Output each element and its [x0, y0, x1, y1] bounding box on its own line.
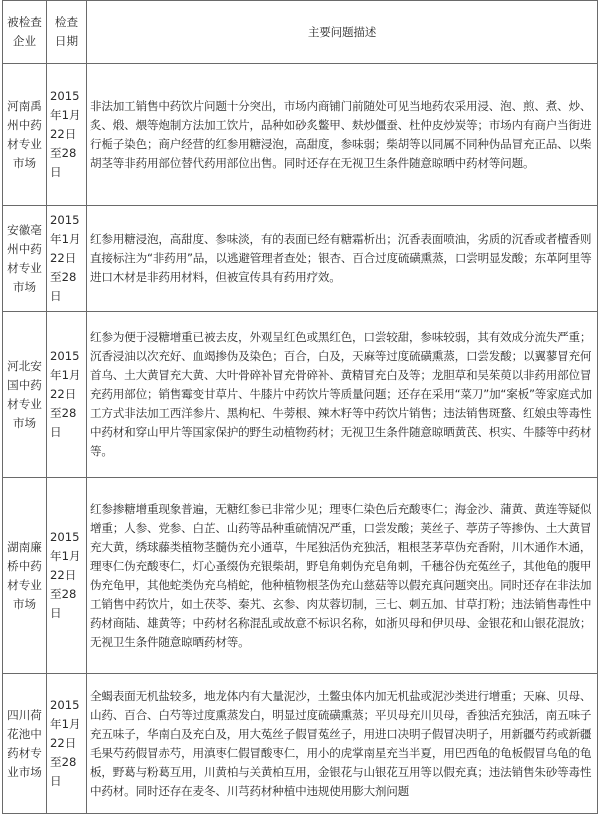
header-description: 主要问题描述	[87, 1, 598, 64]
description-text: 红参为便于浸糖增重已被去皮，外观呈红色或黑红色，口尝较甜，参味较弱，其有效成分流失严重；沉香浸油以次充好、血竭掺伪及染色；百合，白及，天麻等过度硫磺熏蒸，口尝发酸；以翼蓼冒充何首乌、土大黄冒充大黄、大叶骨碎补冒充骨碎补、黄精冒充白及等；龙胆草和吴茱萸以非药用部位冒充药用部位；销售霉变甘草片、牛膝片中药饮片等质量问题；还存在采用“菜刀”加“案板”等家庭式加工方式非法加工西洋参片、黑枸杞、牛蒡根、辣木籽等中药饮片销售；违法销售斑蝥、红娘虫等毒性中药材和穿山甲片等国家保护的野生动植物药材；无视卫生条件随意晾晒黄芪、枳实、牛膝等中药材等。	[90, 330, 592, 458]
enterprise-cell: 安徽亳州中药材专业市场	[3, 206, 47, 312]
date-cell: 2015年1月22日至28日	[47, 312, 87, 478]
description-text: 全蝎表面无机盐较多，地龙体内有大量泥沙，土鳖虫体内加无机盐或泥沙类进行增重；天麻、贝母、山药、百合、白芍等过度熏蒸发白，明显过度硫磺熏蒸；平贝母充川贝母，香独活充独活，南五味子充五味子，华南白及充白及，用大菟丝子假冒菟丝子，用进口决明子假冒决明子，用新疆芍药或新疆毛果芍药假冒赤芍，用滇枣仁假冒酸枣仁，用小的虎掌南星充当半夏，用巴西龟的龟板假冒乌龟的龟板，野葛与粉葛互用，川黄柏与关黄柏互用，金银花与山银花互用等以假充真；违法销售朱砂等毒性中药材。同时还存在麦冬、川芎药材种植中违规使用膨大剂问题	[90, 688, 592, 798]
table-row	[3, 478, 598, 674]
table-row	[3, 674, 598, 814]
description-cell	[87, 674, 598, 814]
inspection-table	[2, 0, 598, 814]
description-cell	[87, 478, 598, 674]
enterprise-cell: 河北安国中药材专业市场	[3, 312, 47, 478]
table-row	[3, 64, 598, 206]
date-cell: 2015年1月22日至28日	[47, 64, 87, 206]
date-cell: 2015年1月22日至28日	[47, 674, 87, 814]
header-enterprise: 被检查企业	[3, 1, 47, 64]
enterprise-cell: 湖南廉桥中药材专业市场	[3, 478, 47, 674]
description-cell	[87, 206, 598, 312]
table-row	[3, 312, 598, 478]
table-row	[3, 206, 598, 312]
enterprise-cell: 四川荷花池中药材专业市场	[3, 674, 47, 814]
header-row	[3, 1, 598, 64]
header-date: 检查日期	[47, 1, 87, 64]
date-cell: 2015年1月22日至28日	[47, 206, 87, 312]
date-cell: 2015年1月22日至28日	[47, 478, 87, 674]
description-cell	[87, 64, 598, 206]
description-text: 红参掺糖增重现象普遍，无糖红参已非常少见；理枣仁染色后充酸枣仁；海金沙、蒲黄、黄连等疑似增重；人参、党参、白芷、山药等品种重硫情况严重，口尝发酸；荚丝子、葶苈子等掺伪、土大黄冒充大黄，绣球藤类植物茎髓伪充小通草，牛尾独活伪充独活，粗根茎茅草伪充香附，川木通作木通，理枣仁伪充酸枣仁，灯心蚤缀伪充银柴胡，野皂角刺伪充皂角刺，千穗谷伪充菟丝子，其他龟的腹甲伪充龟甲，其他蛇类伪充乌梢蛇，他种植物根茎伪充山慈菇等以假充真问题突出。同时还存在非法加工销售中药饮片，如土茯苓、秦艽、玄参、肉苁蓉切制，三七、刺五加、甘草打粉；违法销售毒性中药材商陆、雄黄等；中药材名称混乱或故意不标识名称，如浙贝母和伊贝母、金银花和山银花混放；无视卫生条件随意晾晒药材等。	[90, 501, 592, 649]
enterprise-cell: 河南禹州中药材专业市场	[3, 64, 47, 206]
description-cell	[87, 312, 598, 478]
description-text: 非法加工销售中药饮片问题十分突出，市场内商铺门前随处可见当地药农采用浸、泡、煎、煮、炒、炙、煅、煨等炮制方法加工饮片，品种如砂炙鳖甲、麸炒僵蚕、杜仲皮炒炭等；市场内有商户当街进行栀子染色；商户经营的红参用糖浸泡，高甜度，参味弱；柴胡等以同属不同种伪品冒充正品、以柴胡茎等非药用部位替代药用部位出售。同时还存在无视卫生条件随意晾晒中药材等问题。	[90, 98, 592, 170]
description-text: 红参用糖浸泡，高甜度、参味淡，有的表面已经有糖霜析出；沉香表面喷油，劣质的沉香或者檀香则直接标注为“非药用”品，以逃避管理者查处；银杏、百合过度硫磺熏蒸，口尝明显发酸；东革阿里等进口木材是非药用材料，但被宣传具有药用疗效。	[90, 232, 592, 284]
